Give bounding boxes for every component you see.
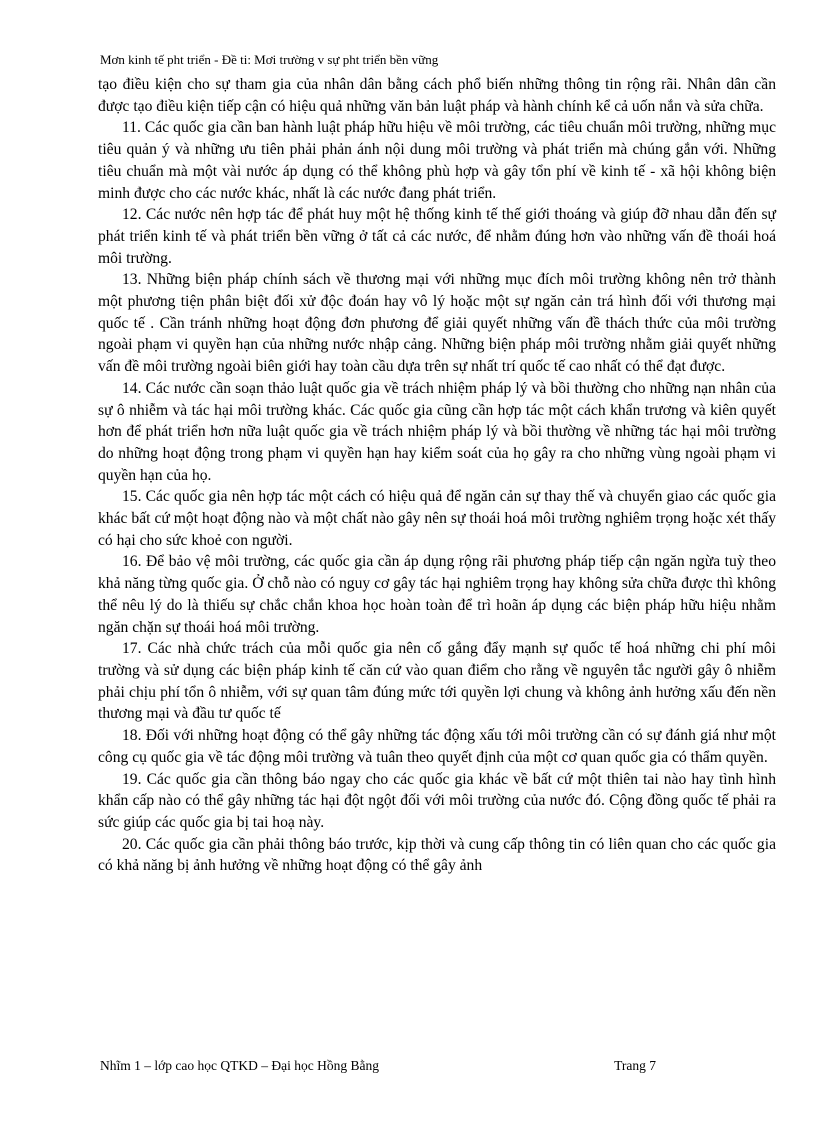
page-header: Mơn kinh tế pht triển - Đề ti: Mơi trường v sự pht triển bền vững <box>100 52 439 67</box>
paragraph-13: 13. Những biện pháp chính sách về thương mại với những mục đích môi trường không nên trở thành một phương tiện phân biệt đối xử độc đoán hay vô lý hoặc một sự ngăn cản trá hình đối với thương mại quốc tế . Cần tránh những hoạt động đơn phương để giải quyết những vấn đề thách thức của môi trường ngoài phạm vi quyền hạn của những nước nhập cảng. Những biện pháp môi trường nhằm giải quyết những vấn đề môi trường ngoài biên giới hay toàn cầu dựa trên sự nhất trí quốc tế cao nhất có thể đạt được. <box>98 271 776 376</box>
paragraph-14: 14. Các nước cần soạn thảo luật quốc gia về trách nhiệm pháp lý và bồi thường cho những nạn nhân của sự ô nhiễm và tác hại môi trường khác. Các quốc gia cũng cần hợp tác một cách khẩn trương và kiên quyết hơn để phát triển hơn nữa luật quốc gia về trách nhiệm pháp lý và bồi thường về những tác hại môi trường do những hoạt động trong phạm vi quyền hạn hay kiểm soát của họ gây ra cho những vùng ngoài phạm vi quyền hạn của họ. <box>98 379 776 484</box>
paragraph-12: 12. Các nước nên hợp tác để phát huy một hệ thống kinh tế thế giới thoáng và giúp đỡ nhau dẫn đến sự phát triển kinh tế và phát triển bền vững ở tất cả các nước, để nhằm đúng hơn vào những vấn đề thoái hoá môi trường. <box>98 206 776 267</box>
page-number: Trang 7 <box>614 1058 656 1073</box>
paragraph-18: 18. Đối với những hoạt động có thể gây những tác động xấu tới môi trường cần có sự đánh giá như một công cụ quốc gia về tác động môi trường và tuân theo quyết định của một cơ quan quốc gia có thẩm quyền. <box>98 727 776 766</box>
paragraph-11: 11. Các quốc gia cần ban hành luật pháp hữu hiệu về môi trường, các tiêu chuẩn môi trường, những mục tiêu quản ý và những ưu tiên phải phản ánh nội dung môi trường và phát triển mà chúng gắn với. Những tiêu chuẩn mà một vài nước áp dụng có thể không phù hợp và gây tổn phí về kinh tế - xã hội không biện minh được cho các nước khác, nhất là các nước đang phát triển. <box>98 119 776 202</box>
footer-group-label: Nhĩm 1 – lớp cao học QTKD – Đại học Hồng Bằng <box>100 1058 379 1073</box>
paragraph-17: 17. Các nhà chức trách của mỗi quốc gia nên cố gắng đẩy mạnh sự quốc tế hoá những chi phí môi trường và sử dụng các biện pháp kinh tế căn cứ vào quan điểm cho rằng về nguyên tắc người gây ô nhiễm phải chịu phí tổn ô nhiễm, với sự quan tâm đúng mức tới quyền lợi chung và không ảnh hưởng xấu đến nền thương mại và đầu tư quốc tế <box>98 640 776 723</box>
document-body <box>98 74 776 877</box>
paragraph-15: 15. Các quốc gia nên hợp tác một cách có hiệu quả để ngăn cản sự thay thế và chuyển giao các quốc gia khác bất cứ một hoạt động nào và một chất nào gây nên sự thoái hoá môi trường nghiêm trọng hoặc xét thấy có hại cho sức khoẻ con người. <box>98 488 776 549</box>
paragraph-continuation: tạo điều kiện cho sự tham gia của nhân dân bằng cách phổ biến những thông tin rộng rãi. Nhân dân cần được tạo điều kiện tiếp cận có hiệu quả những văn bản luật pháp và hành chính kể cả uốn nắn và sửa chữa. <box>98 76 776 115</box>
paragraph-19: 19. Các quốc gia cần thông báo ngay cho các quốc gia khác về bất cứ một thiên tai nào hay tình hình khẩn cấp nào có thể gây những tác hại đột ngột đối với môi trường của nước đó. Cộng đồng quốc tế phải ra sức giúp các quốc gia bị tai hoạ này. <box>98 770 776 831</box>
paragraph-16: 16. Để bảo vệ môi trường, các quốc gia cần áp dụng rộng rãi phương pháp tiếp cận ngăn ngừa tuỳ theo khả năng từng quốc gia. Ở chỗ nào có nguy cơ gây tác hại nghiêm trọng hay không sửa chữa được thì không thể nêu lý do là thiếu sự chắc chắn khoa học hoàn toàn để trì hoãn áp dụng các biện pháp hữu hiệu nhằm ngăn chặn sự thoái hoá môi trường. <box>98 553 776 636</box>
paragraph-20: 20. Các quốc gia cần phải thông báo trước, kịp thời và cung cấp thông tin có liên quan cho các quốc gia có khả năng bị ảnh hưởng về những hoạt động có thể gây ảnh <box>98 835 776 875</box>
